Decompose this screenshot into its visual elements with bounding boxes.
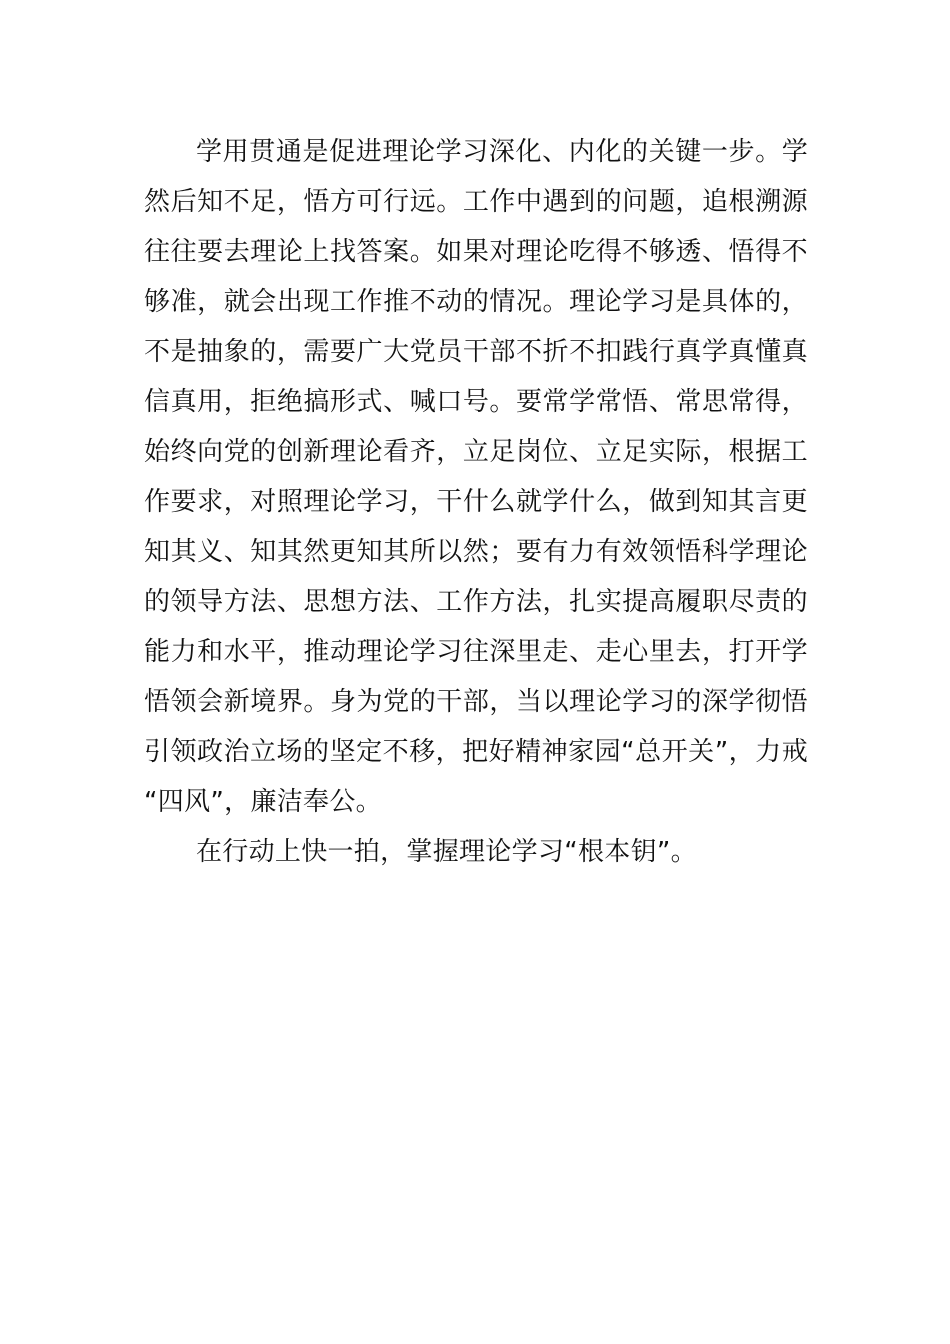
text-line: 信真用，拒绝搞形式、喊口号。要常学常悟、常思常得， bbox=[144, 387, 808, 417]
text-line: 作要求，对照理论学习，干什么就学什么，做到知其言更 bbox=[144, 487, 808, 517]
text-line: 引领政治立场的坚定不移，把好精神家园“总开关”，力戒 bbox=[144, 737, 808, 767]
paragraph-2 bbox=[144, 827, 808, 877]
text-line: 学用贯通是促进理论学习深化、内化的关键一步。学 bbox=[196, 137, 808, 167]
text-line: 知其义、知其然更知其所以然；要有力有效领悟科学理论 bbox=[144, 537, 808, 567]
text-line: “四风”，廉洁奉公。 bbox=[144, 787, 382, 817]
paragraph-1 bbox=[144, 127, 808, 827]
document-body bbox=[144, 127, 808, 877]
text-line: 往往要去理论上找答案。如果对理论吃得不够透、悟得不 bbox=[144, 237, 808, 267]
text-line: 不是抽象的，需要广大党员干部不折不扣践行真学真懂真 bbox=[144, 337, 808, 367]
text-line: 的领导方法、思想方法、工作方法，扎实提高履职尽责的 bbox=[144, 587, 808, 617]
text-line: 能力和水平，推动理论学习往深里走、走心里去，打开学 bbox=[144, 637, 808, 667]
text-line: 够准，就会出现工作推不动的情况。理论学习是具体的， bbox=[144, 287, 808, 317]
text-line: 始终向党的创新理论看齐，立足岗位、立足实际，根据工 bbox=[144, 437, 808, 467]
text-line: 然后知不足，悟方可行远。工作中遇到的问题，追根溯源 bbox=[144, 187, 808, 217]
text-line: 悟领会新境界。身为党的干部，当以理论学习的深学彻悟 bbox=[144, 687, 808, 717]
text-line: 在行动上快一拍，掌握理论学习“根本钥”。 bbox=[196, 837, 697, 867]
